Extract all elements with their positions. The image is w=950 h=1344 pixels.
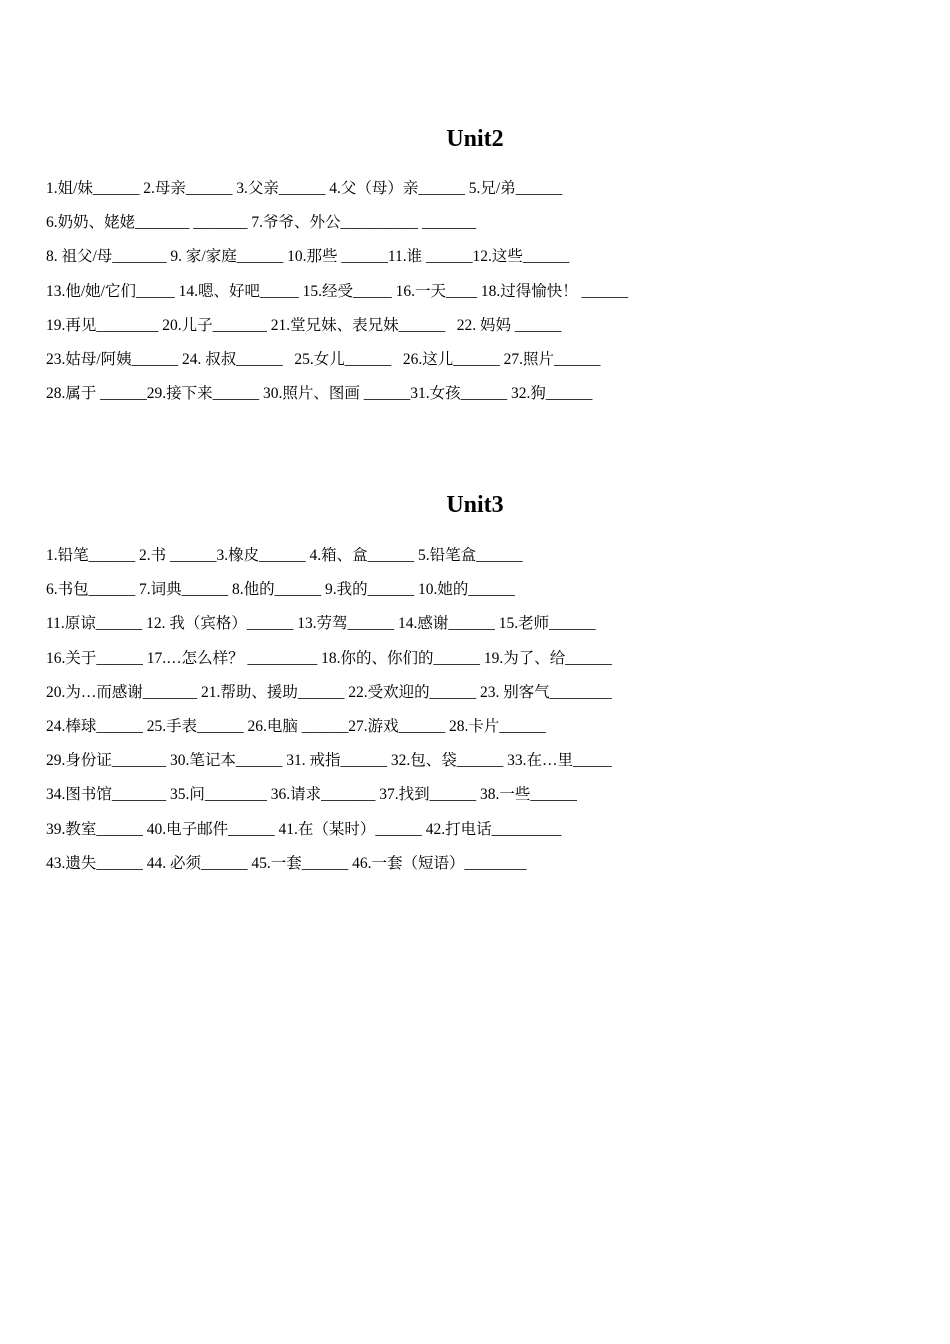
unit3-line-10: 43.遗失______ 44. 必须______ 45.一套______ 46.一套（短语）________: [46, 854, 527, 872]
unit3-section: [0, 490, 950, 872]
unit2-lines: [46, 172, 906, 411]
unit3-line-7: 29.身份证_______ 30.笔记本______ 31. 戒指______ 32.包、袋______ 33.在…里_____: [46, 752, 612, 770]
unit3-line-3: 11.原谅______ 12. 我（宾格）______ 13.劳驾______ 14.感谢______ 15.老师______: [46, 615, 596, 633]
unit3-line-8: 34.图书馆_______ 35.问________ 36.请求_______ 37.找到______ 38.一些______: [46, 786, 577, 804]
unit3-line-1: 1.铅笔______ 2.书 ______3.橡皮______ 4.箱、盒______ 5.铅笔盒______: [46, 547, 523, 564]
unit2-line-4: 13.他/她/它们_____ 14.嗯、好吧_____ 15.经受_____ 16.一天____ 18.过得愉快！ ______: [46, 282, 629, 300]
unit2-line-2: 6.奶奶、姥姥_______ _______ 7.爷爷、外公__________ _______: [46, 214, 477, 232]
unit2-line-1: 1.姐/妹______ 2.母亲______ 3.父亲______ 4.父（母）亲______ 5.兄/弟______: [46, 180, 563, 197]
unit3-lines: [46, 539, 906, 881]
unit3-line-9: 39.教室______ 40.电子邮件______ 41.在（某时）______ 42.打电话_________: [46, 820, 562, 838]
unit2-line-7: 28.属于 ______29.接下来______ 30.照片、图画 ______31.女孩______ 32.狗______: [46, 385, 593, 403]
unit3-title: Unit3: [446, 492, 504, 518]
unit3-line-5: 20.为…而感谢_______ 21.帮助、援助______ 22.受欢迎的______ 23. 别客气________: [46, 683, 612, 701]
unit3-line-4: 16.关于______ 17.…怎么样？ _________ 18.你的、你们的______ 19.为了、给______: [46, 649, 612, 667]
unit2-line-5: 19.再见________ 20.儿子_______ 21.堂兄妹、表兄妹______ 22. 妈妈 ______: [46, 316, 562, 334]
unit3-line-2: 6.书包______ 7.词典______ 8.他的______ 9.我的______ 10.她的______: [46, 581, 515, 599]
unit2-section: [0, 124, 950, 403]
unit3-line-6: 24.棒球______ 25.手表______ 26.电脑 ______27.游戏______ 28.卡片______: [46, 717, 546, 735]
unit2-line-6: 23.姑母/阿姨______ 24. 叔叔______ 25.女儿______ 26.这儿______ 27.照片______: [46, 350, 601, 368]
unit2-title: Unit2: [446, 126, 504, 152]
unit2-line-3: 8. 祖父/母_______ 9. 家/家庭______ 10.那些 ______11.谁 ______12.这些______: [46, 248, 570, 266]
